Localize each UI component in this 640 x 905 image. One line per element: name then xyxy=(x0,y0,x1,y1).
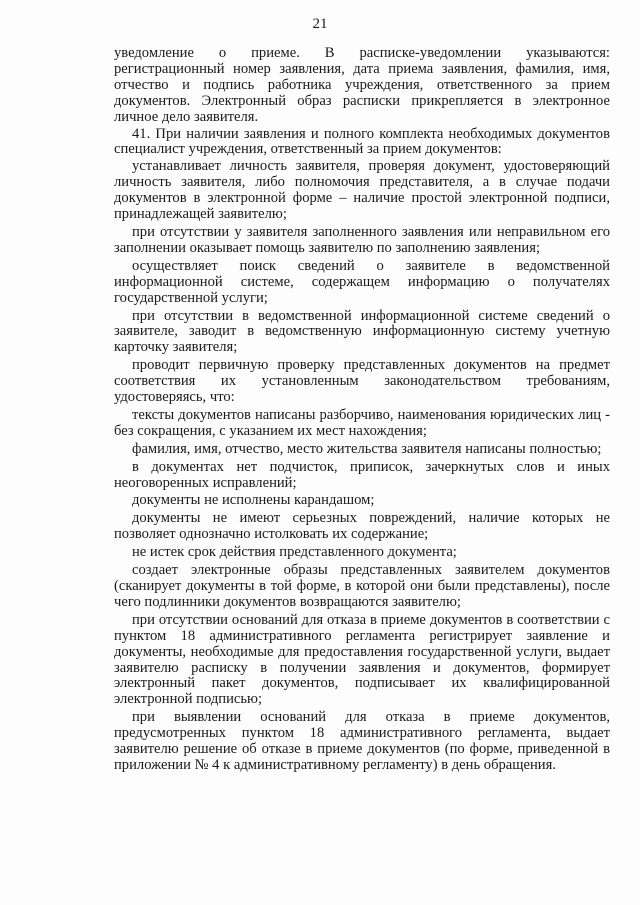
paragraph-application-help: при отсутствии у заявителя заполненного заявления или неправильном его заполнении оказывает помощь заявителю по заполнению заявления; xyxy=(114,223,610,256)
paragraph-full-name: фамилия, имя, отчество, место жительства заявителя написаны полностью; xyxy=(132,440,602,457)
paragraph-no-damage: документы не имеют серьезных повреждений, наличие которых не позволяет однозначно истолковать их содержание; xyxy=(114,510,610,543)
paragraph-initial-check: проводит первичную проверку представленных документов на предмет соответствия их установленным законодательством требованиям, удостоверяясь, что: xyxy=(114,357,610,406)
document-body xyxy=(114,46,610,774)
page-number: 21 xyxy=(312,16,328,32)
paragraph-section-41: 41. При наличии заявления и полного комплекта необходимых документов специалист учреждения, ответственный за прием документов: xyxy=(114,125,610,158)
paragraph-create-card: при отсутствии в ведомственной информационной системе сведений о заявителе, заводит в ведомственную информационную систему учетную карточку заявителя; xyxy=(114,307,610,356)
paragraph-identity-check: устанавливает личность заявителя, проверяя документ, удостоверяющий личность заявителя, либо полномочия представителя, а в случае подачи документов в электронной форме – наличие простой электронной подписи, принадлежащей заявителю; xyxy=(114,158,610,223)
paragraph-legible-texts: тексты документов написаны разборчиво, наименования юридических лиц - без сокращения, с указанием их мест нахождения; xyxy=(114,406,610,439)
paragraph-no-corrections: в документах нет подчисток, приписок, зачеркнутых слов и иных неоговоренных исправлений; xyxy=(114,458,610,491)
paragraph-no-pencil: документы не исполнены карандашом; xyxy=(132,492,375,509)
paragraph-search-records: осуществляет поиск сведений о заявителе в ведомственной информационной системе, содержащем информацию о получателях государственной услуги; xyxy=(114,257,610,306)
paragraph-electronic-images: создает электронные образы представленных заявителем документов (сканирует документы в той форме, в которой они были представлены), после чего подлинники документов возвращаются заявителю; xyxy=(114,562,610,610)
paragraph-refusal: при выявлении оснований для отказа в приеме документов, предусмотренных пунктом 18 административного регламента, выдает заявителю решение об отказе в приеме документов (по форме, приведенной в приложении № 4 к административному регламенту) в день обращения. xyxy=(114,709,610,773)
paragraph-registration: при отсутствии оснований для отказа в приеме документов в соответствии с пунктом 18 административного регламента регистрирует заявление и документы, необходимые для предоставления государственной услуги, выдает заявителю расписку в получении заявления и документов, формирует электронный пакет документов, подписывает их квалифицированной электронной подписью; xyxy=(114,611,610,708)
paragraph-validity: не истек срок действия представленного документа; xyxy=(132,544,457,561)
paragraph-receipt-notice: уведомление о приеме. В расписке-уведомлении указываются: регистрационный номер заявления, дата приема заявления, фамилия, имя, отчество и подпись работника учреждения, ответственного за прием документов. Электронный образ расписки прикрепляется в электронное личное дело заявителя. xyxy=(114,45,610,125)
